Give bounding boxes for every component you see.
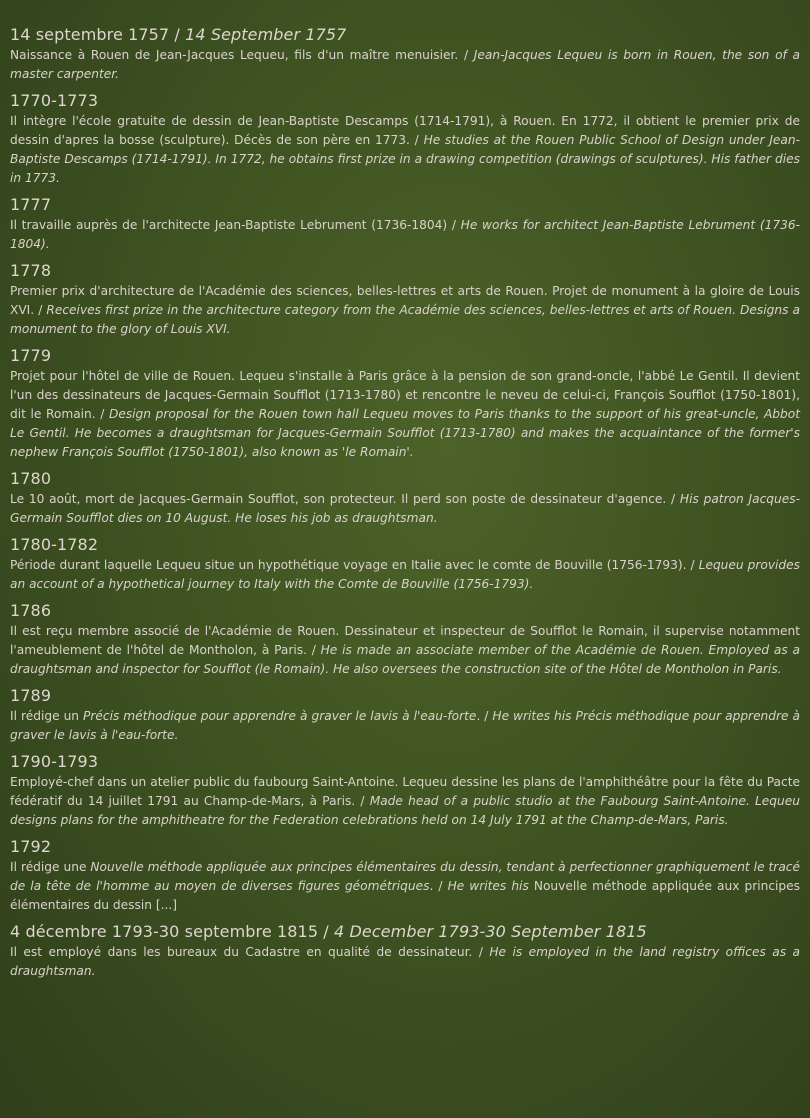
text-fr: Il rédige une xyxy=(10,860,91,874)
entry-text xyxy=(10,943,800,981)
entry-text xyxy=(10,773,800,830)
entry-text xyxy=(10,556,800,594)
chronology-entry-1780-1782 xyxy=(10,535,800,594)
entry-date: 1780-1782 xyxy=(10,535,99,554)
text-en: He is employed in the land registry offices as a draughtsman. xyxy=(10,945,800,978)
chronology-entry-1786 xyxy=(10,601,800,679)
chronology-entry-1790-1793 xyxy=(10,752,800,830)
text-fr: Premier prix d'architecture de l'Académie des sciences, belles-lettres et arts de Rouen. Projet de monument à la gloire de Louis XVI. / xyxy=(10,284,800,317)
chronology-entry-1770-1773 xyxy=(10,91,800,188)
entry-text xyxy=(10,707,800,745)
text-fr: Employé-chef dans un atelier public du faubourg Saint-Antoine. Lequeu dessine les plans de l'amphithéâtre pour la fête du Pacte fédératif du 14 juillet 1791 au Champ-de-Mars, à Paris. / xyxy=(10,775,800,808)
text-fr: Il rédige un xyxy=(10,709,84,723)
text-en: He writes his Précis méthodique pour apprendre à graver le lavis à l'eau-forte. xyxy=(10,709,800,742)
date-en: 14 September 1757 xyxy=(185,25,347,44)
text-fr: Période durant laquelle Lequeu situe un hypothétique voyage en Italie avec le comte de Bouville (1756-1793). / xyxy=(10,558,699,572)
chronology-entry-1780 xyxy=(10,469,800,528)
entry-text xyxy=(10,46,800,84)
date-fr: 14 septembre 1757 / xyxy=(10,25,186,44)
entry-date: 1770-1773 xyxy=(10,91,99,110)
entry-date: 1780 xyxy=(10,469,52,488)
text-en: Jean-Jacques Lequeu is born in Rouen, the son of a master carpenter. xyxy=(10,48,801,81)
text-en: He writes his xyxy=(447,879,534,893)
text-en: His patron Jacques-Germain Soufflot dies on 10 August. He loses his job as draughtsman. xyxy=(10,492,800,525)
text-fr: Le 10 août, mort de Jacques-Germain Soufflot, son protecteur. Il perd son poste de dessinateur d'agence. / xyxy=(10,492,680,506)
entry-text xyxy=(10,112,800,188)
chronology-entry-1779 xyxy=(10,346,800,462)
entry-date: 1789 xyxy=(10,686,52,705)
text-en: Made head of a public studio at the Faubourg Saint-Antoine. Lequeu designs plans for the amphitheatre for the Federation celebrations held on 14 July 1791 at the Champ-de-Mars, Paris. xyxy=(10,794,800,827)
entry-date xyxy=(10,922,800,942)
text-fr: Naissance à Rouen de Jean-Jacques Lequeu, fils d'un maître menuisier. / xyxy=(10,48,474,62)
text-fr: Il travaille auprès de l'architecte Jean-Baptiste Lebrument (1736-1804) / xyxy=(10,218,461,232)
chronology-entry-1792 xyxy=(10,837,800,915)
date-fr: 4 décembre 1793-30 septembre 1815 / xyxy=(10,922,334,941)
text-fr: Il est reçu membre associé de l'Académie de Rouen. Dessinateur et inspecteur de Soufflot le Romain, il supervise notamment l'ameublement de l'hôtel de Montholon, à Paris. / xyxy=(10,624,800,657)
chronology-entry-1757 xyxy=(10,25,800,84)
text-en: He works for architect Jean-Baptiste Lebrument (1736-1804). xyxy=(10,218,800,251)
entry-text xyxy=(10,216,800,254)
entry-text xyxy=(10,858,800,915)
chronology-entry-1778 xyxy=(10,261,800,339)
text-en: He studies at the Rouen Public School of Design under Jean-Baptiste Descamps (1714-1791). In 1772, he obtains first prize in a drawing competition (drawings of sculptures). His father dies in 1773. xyxy=(10,133,801,185)
entry-date: 1777 xyxy=(10,195,52,214)
entry-date: 1790-1793 xyxy=(10,752,99,771)
entry-text xyxy=(10,622,800,679)
text-en: Receives first prize in the architecture category from the Académie des sciences, belles-lettres et arts of Rouen. Designs a monument to the glory of Louis XVI. xyxy=(10,303,800,336)
text-en-title: Nouvelle méthode appliquée aux principes élémentaires du dessin [...] xyxy=(10,879,800,912)
entry-text xyxy=(10,490,800,528)
text-fr-end: . / xyxy=(476,709,493,723)
date-en: 4 December 1793-30 September 1815 xyxy=(333,922,647,941)
chronology-entry-1793-1815 xyxy=(10,922,800,981)
entry-date: 1778 xyxy=(10,261,52,280)
text-fr-title: Nouvelle méthode appliquée aux principes élémentaires du dessin, tendant à perfectionner graphiquement le tracé de la tête de l'homme au moyen de diverses figures géométriques xyxy=(10,860,800,893)
text-en: He is made an associate member of the Académie de Rouen. Employed as a draughtsman and inspector for Soufflot (le Romain). He also oversees the construction site of the Hôtel de Montholon in Paris. xyxy=(10,643,800,676)
entry-date: 1786 xyxy=(10,601,52,620)
text-fr: Il est employé dans les bureaux du Cadastre en qualité de dessinateur. / xyxy=(10,945,490,959)
entry-text xyxy=(10,367,800,462)
text-fr: Projet pour l'hôtel de ville de Rouen. Lequeu s'installe à Paris grâce à la pension de son grand-oncle, l'abbé Le Gentil. Il devient l'un des dessinateurs de Jacques-Germain Soufflot (1713-1780) et rencontre le neveu de celui-ci, François Soufflot (1750-1801), dit le Romain. / xyxy=(10,369,800,421)
entry-date: 1792 xyxy=(10,837,52,856)
text-fr: Il intègre l'école gratuite de dessin de Jean-Baptiste Descamps (1714-1791), à Rouen. En 1772, il obtient le premier prix de dessin d'apres la bosse (sculpture). Décès de son père en 1773. / xyxy=(10,114,800,147)
text-fr-title: Précis méthodique pour apprendre à graver le lavis à l'eau-forte xyxy=(83,709,477,723)
text-en: Design proposal for the Rouen town hall Lequeu moves to Paris thanks to the support of his great-uncle, Abbot Le Gentil. He becomes a draughtsman for Jacques-Germain Soufflot (1713-1780) and makes the acquaintance of the former's nephew François Soufflot (1750-1801), also known as 'le Romain'. xyxy=(10,407,800,459)
chronology-entry-1777 xyxy=(10,195,800,254)
entry-date: 1779 xyxy=(10,346,52,365)
text-fr-end: . / xyxy=(429,879,448,893)
entry-text xyxy=(10,282,800,339)
entry-date xyxy=(10,25,800,45)
text-en: Lequeu provides an account of a hypothetical journey to Italy with the Comte de Bouville (1756-1793). xyxy=(10,558,801,591)
chronology-entry-1789 xyxy=(10,686,800,745)
